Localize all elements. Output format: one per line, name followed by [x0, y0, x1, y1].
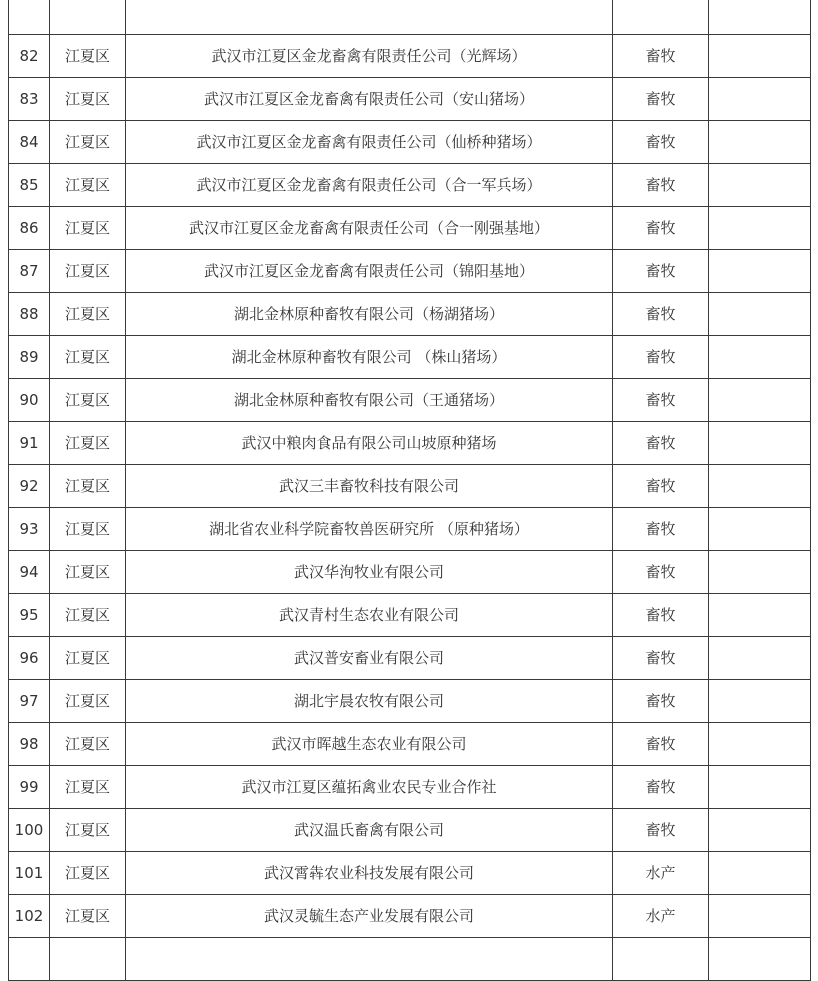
table-row	[9, 938, 811, 981]
district-cell: 江夏区	[50, 293, 126, 336]
note-cell	[709, 766, 811, 809]
note-cell	[709, 293, 811, 336]
note-cell	[709, 78, 811, 121]
district-cell: 江夏区	[50, 508, 126, 551]
enterprise-name-cell: 武汉青村生态农业有限公司	[126, 594, 613, 637]
enterprise-name-cell: 湖北金林原种畜牧有限公司（王通猪场）	[126, 379, 613, 422]
note-cell	[709, 164, 811, 207]
enterprise-name-cell	[126, 938, 613, 981]
table-row	[9, 250, 811, 293]
row-number-cell: 94	[9, 551, 50, 594]
district-cell: 江夏区	[50, 852, 126, 895]
note-cell	[709, 379, 811, 422]
enterprise-name-cell: 湖北金林原种畜牧有限公司（杨湖猪场）	[126, 293, 613, 336]
category-cell: 畜牧	[613, 250, 709, 293]
table-row	[9, 508, 811, 551]
district-cell: 江夏区	[50, 766, 126, 809]
enterprise-name-cell	[126, 0, 613, 35]
table-row	[9, 121, 811, 164]
category-cell: 畜牧	[613, 164, 709, 207]
enterprise-name-cell: 武汉华洵牧业有限公司	[126, 551, 613, 594]
category-cell	[613, 0, 709, 35]
category-cell: 畜牧	[613, 336, 709, 379]
row-number-cell: 83	[9, 78, 50, 121]
table-row	[9, 895, 811, 938]
table-row	[9, 637, 811, 680]
category-cell: 畜牧	[613, 35, 709, 78]
row-number-cell: 91	[9, 422, 50, 465]
district-cell: 江夏区	[50, 250, 126, 293]
row-number-cell: 87	[9, 250, 50, 293]
note-cell	[709, 852, 811, 895]
district-cell: 江夏区	[50, 465, 126, 508]
enterprise-name-cell: 武汉市江夏区金龙畜禽有限责任公司（合一军兵场）	[126, 164, 613, 207]
table-row	[9, 852, 811, 895]
district-cell: 江夏区	[50, 895, 126, 938]
enterprise-name-cell: 武汉市江夏区金龙畜禽有限责任公司（安山猪场）	[126, 78, 613, 121]
row-number-cell: 101	[9, 852, 50, 895]
district-cell: 江夏区	[50, 551, 126, 594]
note-cell	[709, 207, 811, 250]
category-cell: 畜牧	[613, 465, 709, 508]
enterprise-name-cell: 武汉霄犇农业科技发展有限公司	[126, 852, 613, 895]
district-cell: 江夏区	[50, 121, 126, 164]
note-cell	[709, 121, 811, 164]
enterprise-table-body	[9, 0, 811, 981]
district-cell: 江夏区	[50, 379, 126, 422]
category-cell	[613, 938, 709, 981]
enterprise-name-cell: 武汉温氏畜禽有限公司	[126, 809, 613, 852]
row-number-cell: 84	[9, 121, 50, 164]
row-number-cell	[9, 938, 50, 981]
note-cell	[709, 938, 811, 981]
row-number-cell: 95	[9, 594, 50, 637]
row-number-cell: 99	[9, 766, 50, 809]
row-number-cell: 92	[9, 465, 50, 508]
table-row	[9, 422, 811, 465]
note-cell	[709, 809, 811, 852]
note-cell	[709, 637, 811, 680]
table-row	[9, 336, 811, 379]
row-number-cell: 89	[9, 336, 50, 379]
enterprise-name-cell: 武汉市江夏区蕴拓禽业农民专业合作社	[126, 766, 613, 809]
row-number-cell: 88	[9, 293, 50, 336]
category-cell: 畜牧	[613, 78, 709, 121]
table-row	[9, 78, 811, 121]
note-cell	[709, 895, 811, 938]
row-number-cell: 100	[9, 809, 50, 852]
district-cell: 江夏区	[50, 422, 126, 465]
note-cell	[709, 422, 811, 465]
category-cell: 水产	[613, 895, 709, 938]
enterprise-table	[8, 0, 811, 981]
note-cell	[709, 0, 811, 35]
district-cell: 江夏区	[50, 35, 126, 78]
enterprise-name-cell: 武汉市江夏区金龙畜禽有限责任公司（锦阳基地）	[126, 250, 613, 293]
enterprise-name-cell: 湖北金林原种畜牧有限公司 （株山猪场）	[126, 336, 613, 379]
district-cell: 江夏区	[50, 78, 126, 121]
table-row	[9, 723, 811, 766]
row-number-cell	[9, 0, 50, 35]
district-cell: 江夏区	[50, 680, 126, 723]
row-number-cell: 97	[9, 680, 50, 723]
enterprise-name-cell: 武汉市江夏区金龙畜禽有限责任公司（合一刚强基地）	[126, 207, 613, 250]
district-cell: 江夏区	[50, 809, 126, 852]
note-cell	[709, 594, 811, 637]
row-number-cell: 98	[9, 723, 50, 766]
district-cell: 江夏区	[50, 637, 126, 680]
district-cell: 江夏区	[50, 723, 126, 766]
table-row	[9, 680, 811, 723]
category-cell: 畜牧	[613, 207, 709, 250]
note-cell	[709, 551, 811, 594]
category-cell: 畜牧	[613, 637, 709, 680]
table-row	[9, 164, 811, 207]
enterprise-name-cell: 湖北宇晨农牧有限公司	[126, 680, 613, 723]
enterprise-name-cell: 武汉市江夏区金龙畜禽有限责任公司（仙桥种猪场）	[126, 121, 613, 164]
district-cell: 江夏区	[50, 594, 126, 637]
category-cell: 畜牧	[613, 680, 709, 723]
note-cell	[709, 508, 811, 551]
enterprise-name-cell: 武汉三丰畜牧科技有限公司	[126, 465, 613, 508]
note-cell	[709, 465, 811, 508]
category-cell: 畜牧	[613, 723, 709, 766]
row-number-cell: 86	[9, 207, 50, 250]
enterprise-name-cell: 武汉市江夏区金龙畜禽有限责任公司（光辉场）	[126, 35, 613, 78]
note-cell	[709, 250, 811, 293]
category-cell: 水产	[613, 852, 709, 895]
category-cell: 畜牧	[613, 121, 709, 164]
category-cell: 畜牧	[613, 422, 709, 465]
table-row	[9, 293, 811, 336]
category-cell: 畜牧	[613, 379, 709, 422]
category-cell: 畜牧	[613, 809, 709, 852]
category-cell: 畜牧	[613, 766, 709, 809]
enterprise-name-cell: 武汉市晖越生态农业有限公司	[126, 723, 613, 766]
district-cell	[50, 938, 126, 981]
table-row	[9, 551, 811, 594]
table-row	[9, 379, 811, 422]
enterprise-name-cell: 武汉中粮肉食品有限公司山坡原种猪场	[126, 422, 613, 465]
enterprise-name-cell: 湖北省农业科学院畜牧兽医研究所 （原种猪场）	[126, 508, 613, 551]
category-cell: 畜牧	[613, 594, 709, 637]
table-row	[9, 465, 811, 508]
table-row	[9, 809, 811, 852]
table-row	[9, 0, 811, 35]
table-row	[9, 35, 811, 78]
note-cell	[709, 35, 811, 78]
enterprise-name-cell: 武汉普安畜业有限公司	[126, 637, 613, 680]
category-cell: 畜牧	[613, 293, 709, 336]
district-cell: 江夏区	[50, 336, 126, 379]
row-number-cell: 82	[9, 35, 50, 78]
district-cell: 江夏区	[50, 164, 126, 207]
note-cell	[709, 336, 811, 379]
row-number-cell: 85	[9, 164, 50, 207]
category-cell: 畜牧	[613, 551, 709, 594]
row-number-cell: 90	[9, 379, 50, 422]
category-cell: 畜牧	[613, 508, 709, 551]
enterprise-name-cell: 武汉灵毓生态产业发展有限公司	[126, 895, 613, 938]
district-cell	[50, 0, 126, 35]
enterprise-table-container	[8, 0, 811, 981]
district-cell: 江夏区	[50, 207, 126, 250]
row-number-cell: 96	[9, 637, 50, 680]
note-cell	[709, 723, 811, 766]
table-row	[9, 594, 811, 637]
table-row	[9, 207, 811, 250]
table-row	[9, 766, 811, 809]
row-number-cell: 93	[9, 508, 50, 551]
note-cell	[709, 680, 811, 723]
row-number-cell: 102	[9, 895, 50, 938]
